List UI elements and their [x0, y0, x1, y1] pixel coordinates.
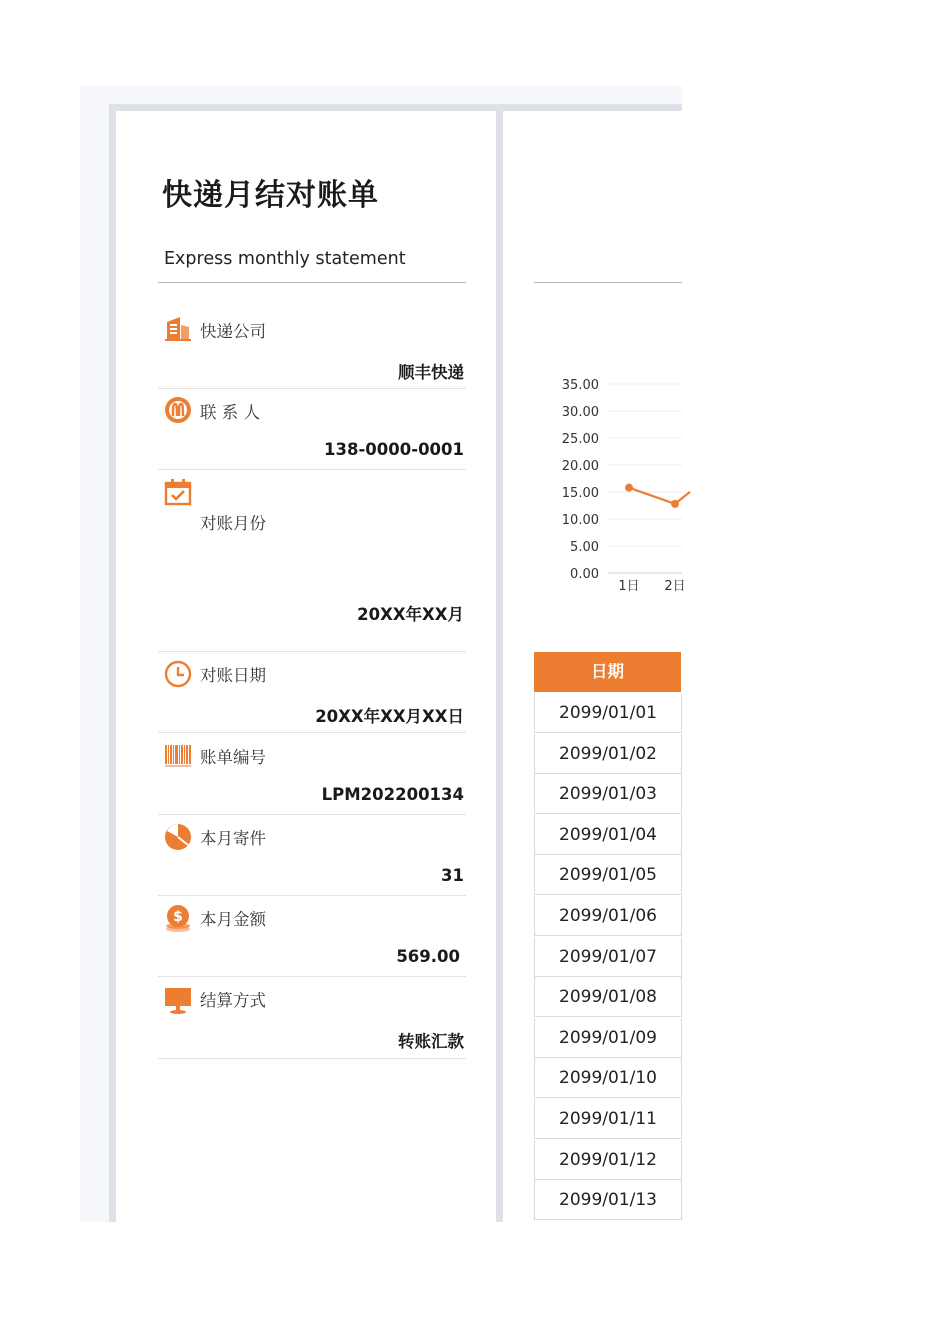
table-row-date: 2099/01/07	[534, 937, 682, 977]
table-row-date: 2099/01/02	[534, 734, 682, 774]
table-row-date: 2099/01/09	[534, 1018, 682, 1058]
data-point	[671, 500, 679, 508]
field-value-bill-number: LPM202200134	[321, 785, 464, 804]
table-row-date: 2099/01/04	[534, 815, 682, 855]
row-divider	[158, 976, 466, 977]
panel-divider	[496, 104, 503, 1222]
data-point	[625, 484, 633, 492]
y-tick-label: 35.00	[561, 378, 599, 393]
left-panel-left-border	[109, 104, 116, 1222]
row-divider	[158, 469, 466, 470]
building-icon	[164, 314, 192, 342]
x-tick-label: 2日	[664, 579, 686, 594]
row-divider	[158, 732, 466, 733]
field-label-settlement: 结算方式	[200, 991, 266, 1010]
table-row-date: 2099/01/13	[534, 1180, 682, 1220]
field-value-shipments: 31	[441, 866, 464, 885]
calendar-icon	[164, 478, 192, 506]
field-value-date: 20XX年XX月XX日	[315, 707, 464, 726]
y-tick-label: 5.00	[570, 540, 599, 555]
right-title-divider	[534, 282, 682, 283]
table-row-date: 2099/01/08	[534, 977, 682, 1017]
field-value-contact: 138-0000-0001	[324, 440, 464, 459]
field-label-shipments: 本月寄件	[200, 829, 266, 848]
field-label-date: 对账日期	[200, 666, 266, 685]
svg-text:$: $	[173, 909, 183, 925]
field-label-amount: 本月金额	[200, 910, 266, 929]
y-tick-label: 20.00	[561, 459, 599, 474]
table-row-date: 2099/01/12	[534, 1140, 682, 1180]
table-row-date: 2099/01/10	[534, 1058, 682, 1098]
chart-canvas	[540, 370, 686, 610]
row-divider	[158, 651, 466, 652]
field-label-bill-number: 账单编号	[200, 748, 266, 767]
field-label-contact: 联 系 人	[200, 403, 260, 422]
series-line	[629, 488, 690, 504]
title-divider	[158, 282, 466, 283]
barcode-icon	[164, 742, 192, 770]
table-row-date: 2099/01/11	[534, 1099, 682, 1139]
row-divider	[158, 895, 466, 896]
y-tick-label: 15.00	[561, 486, 599, 501]
field-value-month: 20XX年XX月	[357, 605, 464, 624]
table-header-date: 日期	[534, 652, 681, 692]
field-value-amount: 569.00	[396, 947, 460, 966]
table-row-date: 2099/01/06	[534, 896, 682, 936]
table-row-date: 2099/01/01	[534, 693, 682, 733]
table-row-date: 2099/01/03	[534, 774, 682, 814]
left-panel-top-border	[116, 104, 496, 111]
pie-chart-icon	[164, 823, 192, 851]
page-title: 快递月结对账单	[162, 178, 379, 213]
field-value-company: 顺丰快递	[398, 363, 464, 382]
y-tick-label: 10.00	[561, 513, 599, 528]
clock-icon	[164, 660, 192, 688]
row-divider	[158, 388, 466, 389]
x-tick-label: 1日	[618, 579, 640, 594]
coins-icon	[164, 904, 192, 932]
table-row-date: 2099/01/05	[534, 855, 682, 895]
page-subtitle: Express monthly statement	[164, 249, 406, 269]
daily-line-chart	[540, 370, 686, 610]
contact-icon	[164, 396, 192, 424]
y-tick-label: 25.00	[561, 432, 599, 447]
row-divider	[158, 1058, 466, 1059]
field-label-month: 对账月份	[200, 514, 266, 533]
monitor-icon	[164, 986, 192, 1014]
field-value-settlement: 转账汇款	[398, 1032, 464, 1051]
y-tick-label: 0.00	[570, 567, 599, 582]
y-tick-label: 30.00	[561, 405, 599, 420]
right-panel-top-border	[503, 104, 682, 111]
field-label-company: 快递公司	[200, 322, 266, 341]
row-divider	[158, 814, 466, 815]
